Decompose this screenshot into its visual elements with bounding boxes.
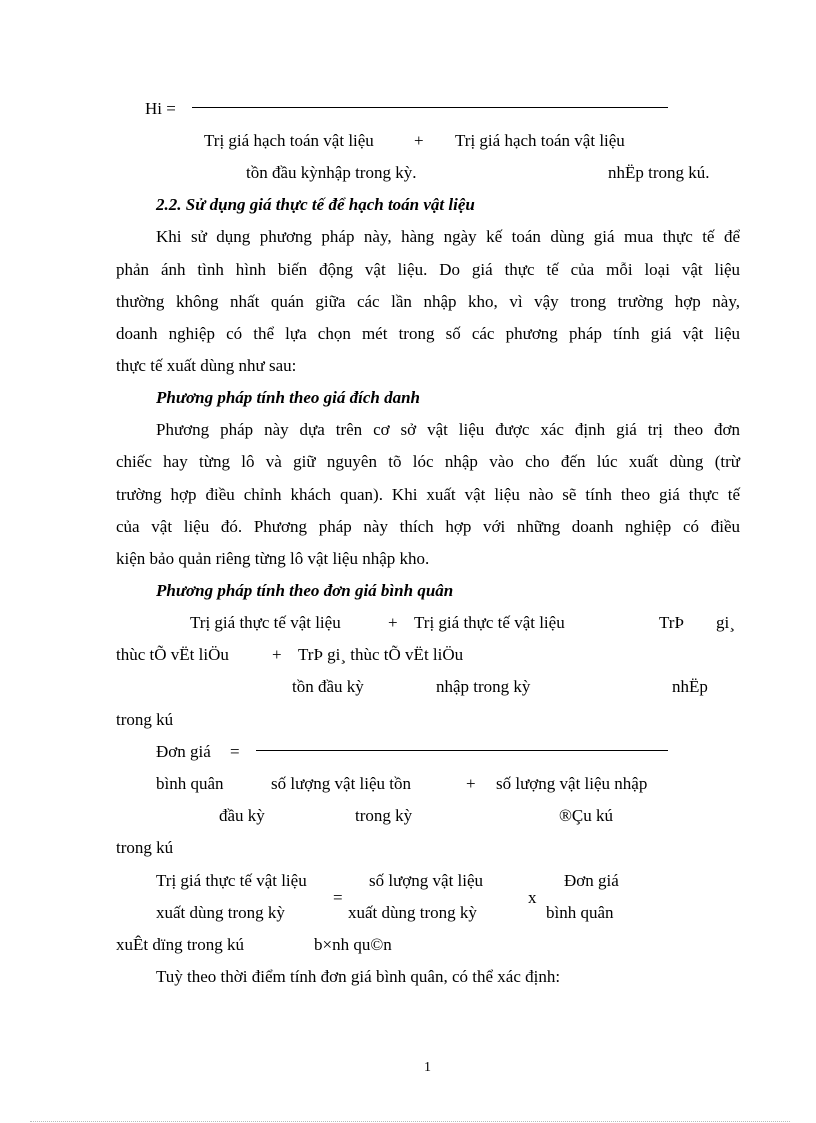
avg-numerator-sub-left: tồn đầu kỳ <box>292 677 364 696</box>
page-bottom-border <box>30 1121 790 1122</box>
avg-denominator-plus: + <box>466 774 476 793</box>
export-mid-bottom: xuất dùng trong kỳ <box>348 903 477 922</box>
avg-garbled-text: nhËp <box>672 677 708 696</box>
paragraph-line: doanh nghiệp có thể lựa chọn mét trong số các phương pháp tính giá vật liệu <box>116 324 740 343</box>
avg-garbled-plus: + <box>272 645 282 664</box>
hi-plus-sign: + <box>414 131 424 150</box>
fraction-line-hi <box>192 107 668 108</box>
paragraph-line: phản ánh tình hình biến động vật liệu. Do giá thực tế của mỗi loại vật liệu <box>116 260 740 279</box>
page-number: 1 <box>424 1060 431 1075</box>
avg-denominator-sub-b: trong kỳ <box>355 806 413 825</box>
export-multiply: x <box>528 888 537 907</box>
export-garbled-left: xuÊt dïng trong kú <box>116 935 244 954</box>
export-left-bottom: xuất dùng trong kỳ <box>156 903 285 922</box>
avg-garbled-text: gi¸ <box>716 613 735 632</box>
avg-garbled-text: trong kú <box>116 838 174 857</box>
avg-denominator-sub-a: đầu kỳ <box>219 806 265 825</box>
avg-numerator-right: Trị giá thực tế vật liệu <box>414 613 565 632</box>
avg-denominator-c: số lượng vật liệu nhập <box>496 774 648 793</box>
method-heading-specific: Phương pháp tính theo giá đích danh <box>156 388 420 407</box>
export-left-top: Trị giá thực tế vật liệu <box>156 871 307 890</box>
avg-numerator-left: Trị giá thực tế vật liệu <box>190 613 341 632</box>
paragraph-line: Khi sử dụng phương pháp này, hàng ngày kế toán dùng giá mua thực tế để <box>156 227 740 246</box>
don-gia-equals: = <box>230 742 240 761</box>
avg-garbled-text: thùc tÕ vËt liÖu <box>116 645 229 664</box>
hi-sub-left: tồn đầu kỳnhập trong kỳ. <box>246 163 417 182</box>
export-mid-top: số lượng vật liệu <box>369 871 484 890</box>
paragraph-line: trường hợp điều chỉnh khách quan). Khi xuất vật liệu nào sẽ tính theo giá thực tế <box>116 485 740 504</box>
don-gia-label: Đơn giá <box>156 742 211 761</box>
paragraph-line: kiện bảo quản riêng từng lô vật liệu nhập kho. <box>116 549 430 568</box>
avg-numerator-sub-mid: nhập trong kỳ <box>436 677 531 696</box>
hi-denominator-left: Trị giá hạch toán vật liệu <box>204 131 374 150</box>
paragraph-line: thực tế xuất dùng như sau: <box>116 356 297 375</box>
paragraph-line: Phương pháp này dựa trên cơ sở vật liệu được xác định giá trị theo đơn <box>156 420 740 439</box>
method-heading-average: Phương pháp tính theo đơn giá bình quân <box>156 581 454 600</box>
export-garbled-right: b×nh qu©n <box>314 935 392 954</box>
export-right-top: Đơn giá <box>564 871 619 890</box>
avg-denominator-b: số lượng vật liệu tồn <box>271 774 412 793</box>
avg-garbled-text: ®Çu kú <box>559 806 614 825</box>
hi-sub-right: nhËp trong kú. <box>608 163 710 182</box>
closing-line: Tuỳ theo thời điểm tính đơn giá bình quân, có thể xác định: <box>156 967 561 986</box>
avg-garbled-text: TrÞ <box>659 613 684 632</box>
hi-formula-label: Hi = <box>145 99 176 118</box>
avg-numerator-plus: + <box>388 613 398 632</box>
hi-denominator-right: Trị giá hạch toán vật liệu <box>455 131 625 150</box>
export-right-bottom: bình quân <box>546 903 614 922</box>
paragraph-line: thường không nhất quán giữa các lần nhập kho, vì vậy trong trường hợp này, <box>116 292 740 311</box>
paragraph-line: của vật liệu đó. Phương pháp này thích hợp với những doanh nghiệp có điều <box>116 517 740 536</box>
section-heading-2-2: 2.2. Sử dụng giá thực tế để hạch toán vật liệu <box>156 195 475 214</box>
avg-denominator-a: bình quân <box>156 774 224 793</box>
avg-garbled-text: TrÞ gi¸ thùc tÕ vËt liÖu <box>298 645 464 664</box>
avg-garbled-text: trong kú <box>116 710 174 729</box>
export-equals: = <box>333 888 343 907</box>
fraction-line-average <box>256 750 668 751</box>
paragraph-line: chiếc hay từng lô và giữ nguyên tõ lóc nhập vào cho đến lúc xuất dùng (trừ <box>116 452 740 471</box>
